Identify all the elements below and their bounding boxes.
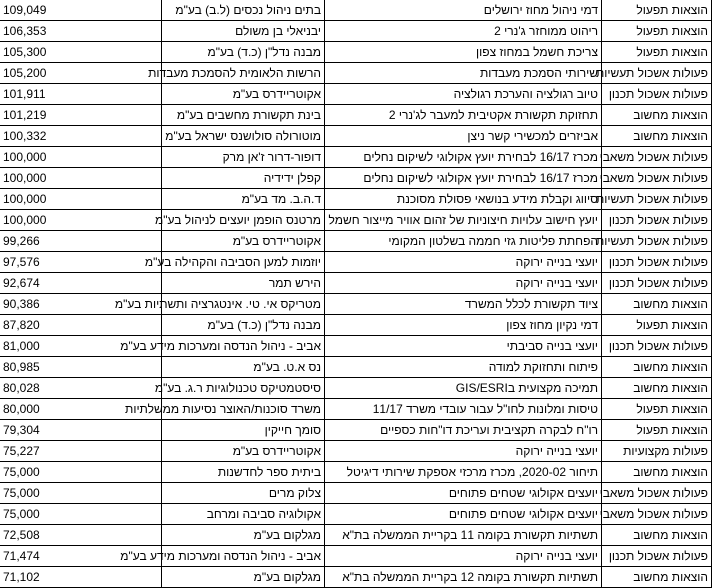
subject-cell[interactable]: תשתיות תקשורת בקומה 11 בקריית הממשלה בת"א <box>325 525 602 546</box>
subject-cell[interactable]: יועצים אקולוגי שטחים פתוחים <box>325 504 602 525</box>
table-row <box>0 483 712 504</box>
subject-cell[interactable]: מכרז 16/17 לבחירת יועץ אקולוגי לשיקום נחלים <box>325 147 602 168</box>
vendor-cell[interactable]: סומך חייקין <box>162 420 325 441</box>
vendor-cell[interactable]: הרשות הלאומית להסמכת מעבדות <box>162 63 325 84</box>
amount-cell[interactable]: 100,332 <box>0 126 162 147</box>
subject-cell[interactable]: דמי ניהול מחוז ירושלים <box>325 0 602 21</box>
amount-cell[interactable]: 80,000 <box>0 399 162 420</box>
amount-cell[interactable]: 109,049 <box>0 0 162 21</box>
subject-cell[interactable]: תחזוקת תקשורת אקטיבית למעבר לג'נרי 2 <box>325 105 602 126</box>
subject-cell[interactable]: טיסות ומלונות לחו"ל עבור עובדי משרד 11/17 <box>325 399 602 420</box>
table-row <box>0 84 712 105</box>
table-row <box>0 441 712 462</box>
category-cell[interactable]: פעולות אשכול תכנון <box>602 546 712 567</box>
vendor-cell[interactable]: אקוטריידרס בע"מ <box>162 84 325 105</box>
amount-cell[interactable]: 81,000 <box>0 336 162 357</box>
table-row <box>0 21 712 42</box>
subject-cell[interactable]: ריהוט ממוחזר ג'נרי 2 <box>325 21 602 42</box>
vendor-cell[interactable]: סיסטמטיקס טכנולוגיות ר.ג. בע"מ <box>162 378 325 399</box>
category-cell[interactable]: הוצאות מחשוב <box>602 378 712 399</box>
category-cell[interactable]: פעולות אשכול תעשיות <box>602 231 712 252</box>
amount-cell[interactable]: 71,102 <box>0 567 162 588</box>
vendor-cell[interactable]: צלוק מרים <box>162 483 325 504</box>
category-cell[interactable]: פעולות אשכול תעשיות <box>602 189 712 210</box>
amount-cell[interactable]: 71,474 <box>0 546 162 567</box>
subject-cell[interactable]: טיוב רגולציה והערכת רגולציה <box>325 84 602 105</box>
amount-cell[interactable]: 99,266 <box>0 231 162 252</box>
table-row <box>0 420 712 441</box>
vendor-cell[interactable]: נס א.ט. בע"מ <box>162 357 325 378</box>
table-row <box>0 504 712 525</box>
subject-cell[interactable]: צריכת חשמל במחוז צפון <box>325 42 602 63</box>
vendor-cell[interactable]: מרטנס הופמן יועצים לניהול בע"מ <box>162 210 325 231</box>
amount-cell[interactable]: 75,227 <box>0 441 162 462</box>
vendor-cell[interactable]: מגלקום בע"מ <box>162 525 325 546</box>
vendor-cell[interactable]: קפלן ידידיה <box>162 168 325 189</box>
table-row <box>0 63 712 84</box>
category-cell[interactable]: פעולות אשכול תעשיות <box>602 63 712 84</box>
amount-cell[interactable]: 100,000 <box>0 189 162 210</box>
table-row <box>0 210 712 231</box>
subject-cell[interactable]: תשתיות תקשורת בקומה 12 בקריית הממשלה בת"א <box>325 567 602 588</box>
vendor-cell[interactable]: ד.ה.ב. מד בע"מ <box>162 189 325 210</box>
category-cell[interactable]: פעולות אשכול משאבי <box>602 147 712 168</box>
amount-cell[interactable]: 75,000 <box>0 504 162 525</box>
subject-cell[interactable]: יועצי בנייה ירוקה <box>325 441 602 462</box>
subject-cell[interactable]: שירותי הסמכת מעבדות <box>325 63 602 84</box>
table-row <box>0 273 712 294</box>
table-row <box>0 42 712 63</box>
table-row <box>0 336 712 357</box>
subject-cell[interactable]: ציוד תקשורת לכלל המשרד <box>325 294 602 315</box>
table-row <box>0 525 712 546</box>
category-cell[interactable]: הוצאות מחשוב <box>602 105 712 126</box>
category-cell[interactable]: הוצאות תפעול <box>602 420 712 441</box>
amount-cell[interactable]: 101,219 <box>0 105 162 126</box>
vendor-cell[interactable]: אקולוגיה סביבה ומרחב <box>162 504 325 525</box>
category-cell[interactable]: הוצאות תפעול <box>602 315 712 336</box>
subject-cell[interactable]: רו"ח לבקרה תקציבית ועריכת דו"חות כספיים <box>325 420 602 441</box>
amount-cell[interactable]: 90,386 <box>0 294 162 315</box>
vendor-cell[interactable]: מטריקס אי. טי. אינטגרציה ותשתיות בע"מ <box>162 294 325 315</box>
vendor-cell[interactable]: מוטורולה סולושנס ישראל בע"מ <box>162 126 325 147</box>
category-cell[interactable]: הוצאות תפעול <box>602 21 712 42</box>
subject-cell[interactable]: סיווג וקבלת מידע בנושאי פסולת מסוכנת <box>325 189 602 210</box>
subject-cell[interactable]: יועץ חישוב עלויות חיצוניות של זהום אוויר מייצור חשמל <box>325 210 602 231</box>
table-row <box>0 546 712 567</box>
amount-cell[interactable]: 97,576 <box>0 252 162 273</box>
table-row <box>0 294 712 315</box>
category-cell[interactable]: הוצאות מחשוב <box>602 126 712 147</box>
category-cell[interactable]: פעולות אשכול תכנון <box>602 336 712 357</box>
category-cell[interactable]: פעולות אשכול תכנון <box>602 84 712 105</box>
amount-cell[interactable]: 80,028 <box>0 378 162 399</box>
amount-cell[interactable]: 87,820 <box>0 315 162 336</box>
table-row <box>0 105 712 126</box>
amount-cell[interactable]: 92,674 <box>0 273 162 294</box>
amount-cell[interactable]: 72,508 <box>0 525 162 546</box>
vendor-cell[interactable]: אקוטריידרס בע"מ <box>162 231 325 252</box>
subject-cell[interactable]: יועצים אקולוגי שטחים פתוחים <box>325 483 602 504</box>
category-cell[interactable]: הוצאות תפעול <box>602 0 712 21</box>
vendor-cell[interactable]: בתים ניהול נכסים (ל.ב) בע"מ <box>162 0 325 21</box>
category-cell[interactable]: הוצאות תפעול <box>602 399 712 420</box>
subject-cell[interactable]: יועצי בנייה ירוקה <box>325 546 602 567</box>
table-row <box>0 126 712 147</box>
category-cell[interactable]: פעולות אשכול משאבי <box>602 504 712 525</box>
category-cell[interactable]: פעולות מקצועיות <box>602 441 712 462</box>
vendor-cell[interactable]: אביב - ניהול הנדסה ומערכות מידע בע"מ <box>162 336 325 357</box>
vendor-cell[interactable]: מבנה נדל"ן (כ.ד) בע"מ <box>162 42 325 63</box>
vendor-cell[interactable]: בינת תקשורת מחשבים בע"מ <box>162 105 325 126</box>
subject-cell[interactable]: הפחתת פליטות גזי חממה בשלטון המקומי <box>325 231 602 252</box>
amount-cell[interactable]: 105,200 <box>0 63 162 84</box>
category-cell[interactable]: הוצאות מחשוב <box>602 462 712 483</box>
table-row <box>0 567 712 588</box>
amount-cell[interactable]: 100,000 <box>0 210 162 231</box>
vendor-cell[interactable]: יבניאלי בן משולם <box>162 21 325 42</box>
table-row <box>0 378 712 399</box>
category-cell[interactable]: הוצאות מחשוב <box>602 567 712 588</box>
table-row <box>0 357 712 378</box>
subject-cell[interactable]: מכרז 16/17 לבחירת יועץ אקולוגי לשיקום נחלים <box>325 168 602 189</box>
vendor-cell[interactable]: ביתית ספר לחדשנות <box>162 462 325 483</box>
vendor-cell[interactable]: מבנה נדל"ן (כ.ד) בע"מ <box>162 315 325 336</box>
amount-cell[interactable]: 100,000 <box>0 168 162 189</box>
table-row <box>0 315 712 336</box>
category-cell[interactable]: הוצאות מחשוב <box>602 357 712 378</box>
category-cell[interactable]: פעולות אשכול תכנון <box>602 273 712 294</box>
subject-cell[interactable]: אביזרים למכשירי קשר ניצן <box>325 126 602 147</box>
amount-cell[interactable]: 105,300 <box>0 42 162 63</box>
table-row <box>0 147 712 168</box>
amount-cell[interactable]: 75,000 <box>0 462 162 483</box>
category-cell[interactable]: הוצאות תפעול <box>602 42 712 63</box>
vendor-cell[interactable]: אקוטריידרס בע"מ <box>162 441 325 462</box>
subject-cell[interactable]: יועצי בנייה סביבתי <box>325 336 602 357</box>
amount-cell[interactable]: 79,304 <box>0 420 162 441</box>
amount-cell[interactable]: 101,911 <box>0 84 162 105</box>
vendor-cell[interactable]: אביב - ניהול הנדסה ומערכות מידע בע"מ <box>162 546 325 567</box>
table-row <box>0 252 712 273</box>
table-row <box>0 462 712 483</box>
table-row <box>0 399 712 420</box>
table-row <box>0 231 712 252</box>
table-row <box>0 168 712 189</box>
subject-cell[interactable]: תמיכה מקצועית בGIS/ESRI <box>325 378 602 399</box>
category-cell[interactable]: הוצאות מחשוב <box>602 525 712 546</box>
category-cell[interactable]: פעולות אשכול משאבי <box>602 483 712 504</box>
subject-cell[interactable]: יועצי בנייה ירוקה <box>325 273 602 294</box>
subject-cell[interactable]: תיחור 2020-02, מכרז מרכזי אספקת שירותי דיגיטל <box>325 462 602 483</box>
table-row <box>0 0 712 21</box>
category-cell[interactable]: פעולות אשכול משאבי <box>602 168 712 189</box>
vendor-cell[interactable]: משרד סוכנות/האוצר נסיעות ממשלתיות <box>162 399 325 420</box>
vendor-cell[interactable]: הירש תמר <box>162 273 325 294</box>
amount-cell[interactable]: 75,000 <box>0 483 162 504</box>
vendor-cell[interactable]: מגלקום בע"מ <box>162 567 325 588</box>
subject-cell[interactable]: דמי נקיון מחוז צפון <box>325 315 602 336</box>
table-row <box>0 189 712 210</box>
vendor-cell[interactable]: דופור-דרור ז'אן מרק <box>162 147 325 168</box>
vendor-cell[interactable]: יוזמות למען הסביבה והקהילה בע"מ <box>162 252 325 273</box>
subject-cell[interactable]: יועצי בנייה ירוקה <box>325 252 602 273</box>
category-cell[interactable]: פעולות אשכול תכנון <box>602 210 712 231</box>
amount-cell[interactable]: 100,000 <box>0 147 162 168</box>
category-cell[interactable]: הוצאות מחשוב <box>602 294 712 315</box>
category-cell[interactable]: פעולות אשכול תכנון <box>602 252 712 273</box>
amount-cell[interactable]: 80,985 <box>0 357 162 378</box>
subject-cell[interactable]: פיתוח ותחזוקת למודה <box>325 357 602 378</box>
amount-cell[interactable]: 106,353 <box>0 21 162 42</box>
